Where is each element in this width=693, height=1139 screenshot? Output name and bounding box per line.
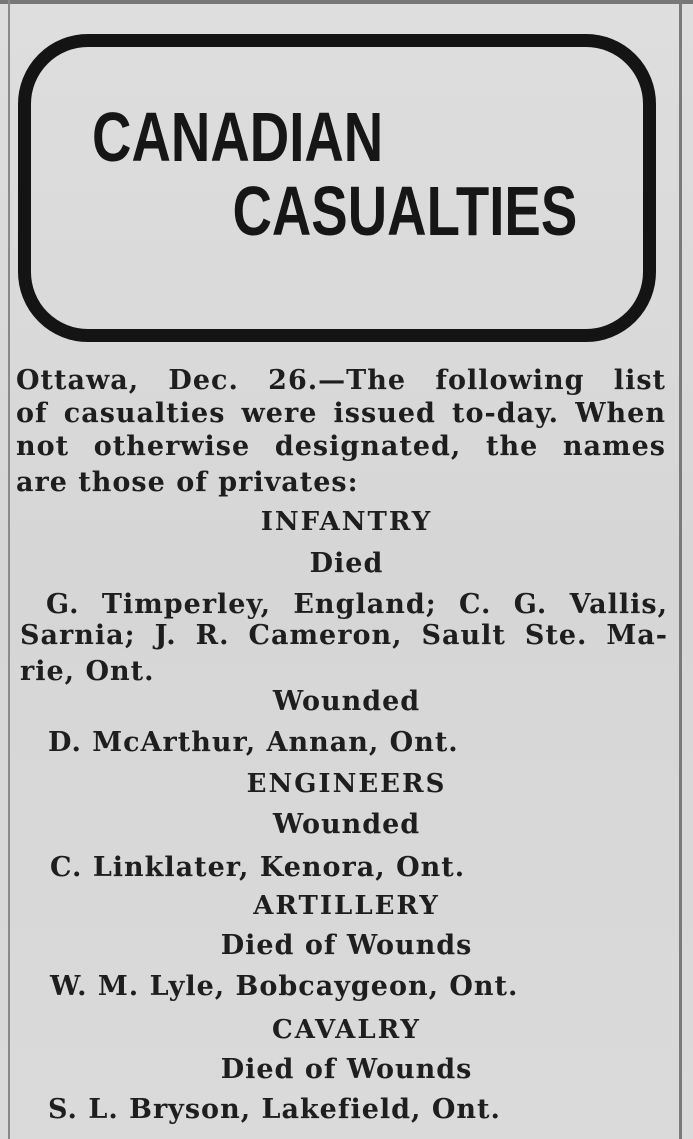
casualty-line: W. M. Lyle, Bobcaygeon, Ont. <box>50 971 519 1002</box>
top-column-rule <box>0 0 693 4</box>
casualty-line: C. Linklater, Kenora, Ont. <box>50 852 466 883</box>
headline <box>0 98 578 250</box>
casualty-line: rie, Ont. <box>20 656 155 687</box>
section-heading-artillery: ARTILLERY <box>253 891 440 921</box>
subheading-wounded: Wounded <box>272 809 421 840</box>
casualty-line: G. Timperley, England; C. G. Vallis, <box>46 589 668 620</box>
section-heading-engineers: ENGINEERS <box>246 769 447 799</box>
lede-line: are those of privates: <box>16 467 359 498</box>
section-heading-cavalry: CAVALRY <box>272 1015 421 1045</box>
casualty-line: Sarnia; J. R. Cameron, Sault Ste. Ma- <box>20 620 668 651</box>
lede-line: not otherwise designated, the names <box>16 431 666 462</box>
lede-line: Ottawa, Dec. 26.—The following list <box>16 365 666 396</box>
headline-line-1: CANADIAN <box>92 98 384 176</box>
subheading-died: Died <box>309 548 384 579</box>
subheading-died-of-wounds: Died of Wounds <box>220 1054 473 1085</box>
subheading-died-of-wounds: Died of Wounds <box>220 930 473 961</box>
lede-line: of casualties were issued to-day. When <box>16 398 666 429</box>
casualty-line: D. McArthur, Annan, Ont. <box>48 727 459 758</box>
section-heading-infantry: INFANTRY <box>260 507 433 537</box>
casualty-line: S. L. Bryson, Lakefield, Ont. <box>48 1094 501 1125</box>
headline-line-2: CASUALTIES <box>232 172 578 250</box>
subheading-wounded: Wounded <box>272 686 421 717</box>
